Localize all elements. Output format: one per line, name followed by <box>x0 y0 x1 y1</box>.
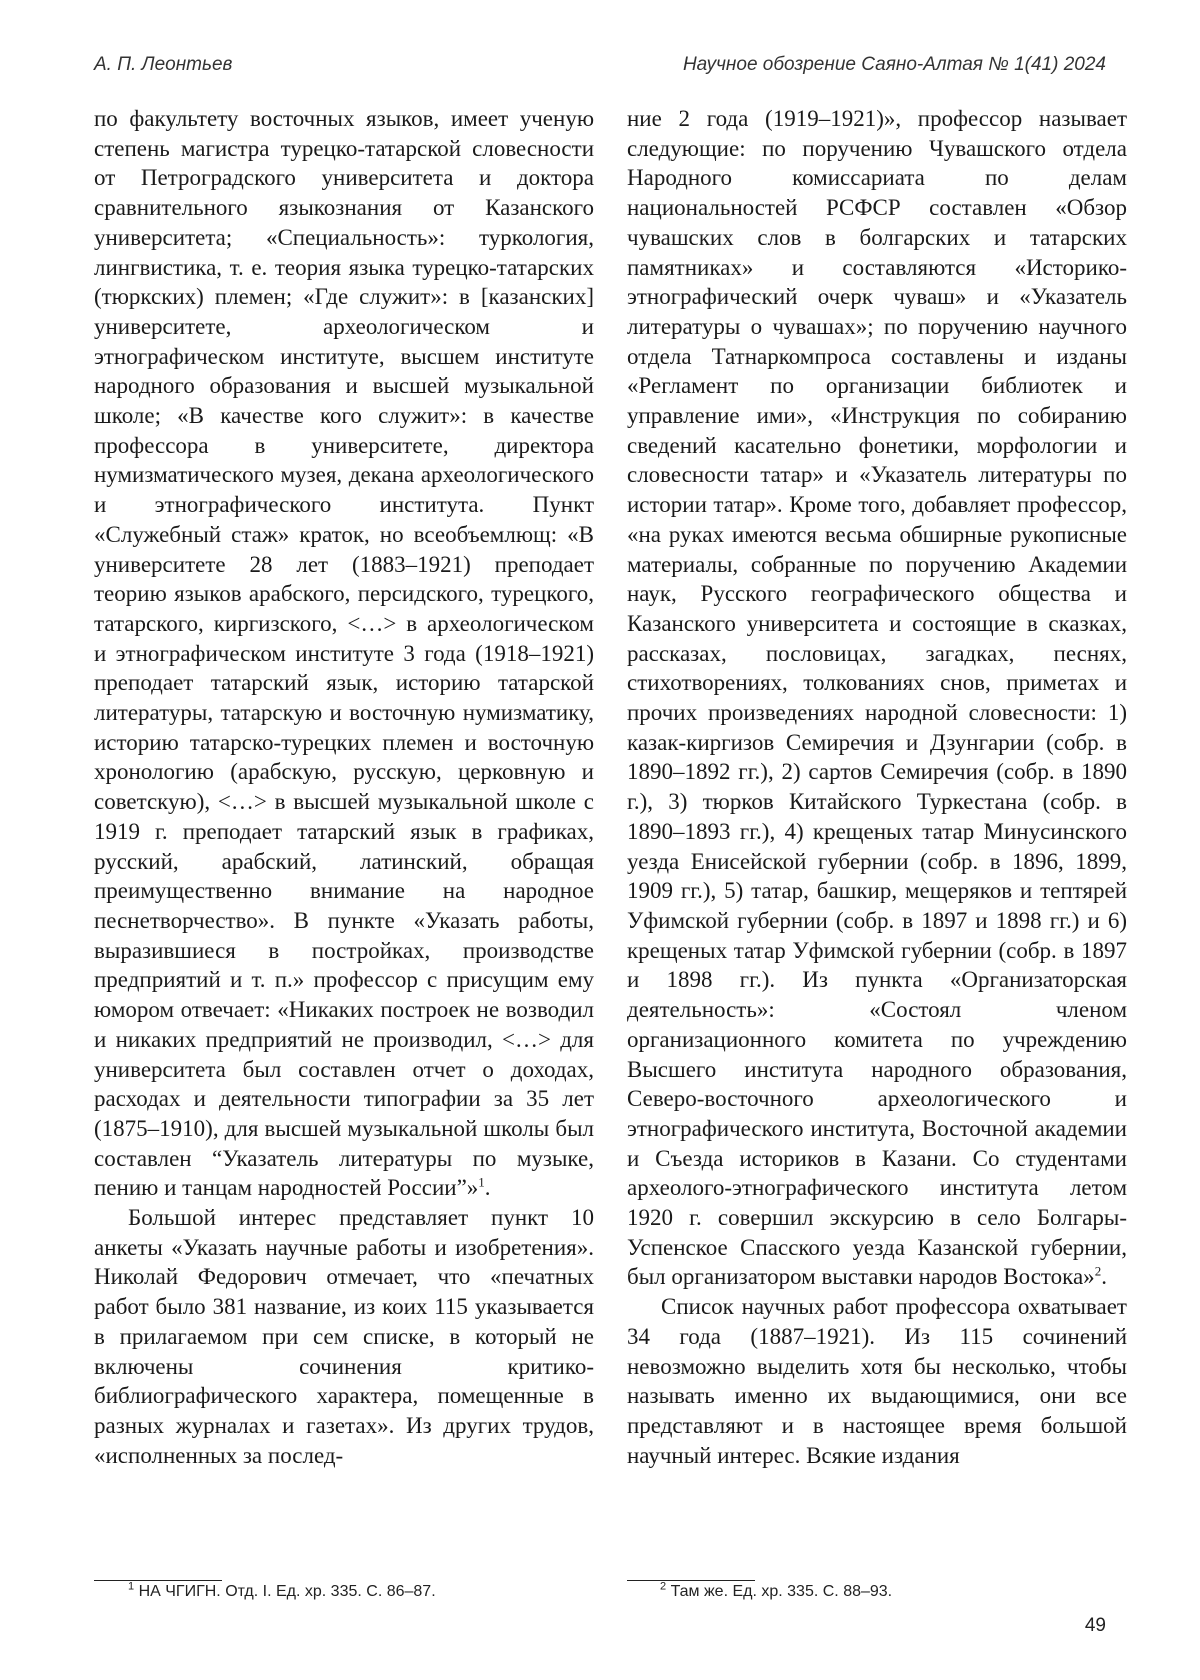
footnote-divider-left <box>94 1580 222 1581</box>
footnote-1 <box>128 1580 436 1601</box>
left-column <box>94 104 594 1470</box>
right-paragraph-1-text: ние 2 года (1919–1921)», профессор называет следующие: по поручению Чувашского отдела Народного комиссариата по делам национальностей РСФСР составлен «Обзор чувашских слов в болгарских и татарских памятниках» и составляются «Историко-этнографический очерк чуваш» и «Указатель литературы о чувашах»; по поручению научного отдела Татнаркомпроса составлены и изданы «Регламент по организации библиотек и управление ими», «Инструкция по собиранию сведений касательно фонетики, морфологии и словесности татар» и «Указатель литературы по истории татар». Кроме того, добавляет профессор, «на руках имеются весьма обширные рукописные материалы, собранные по поручению Академии наук, Русского географического общества и Казанского университета и состоящие в сказках, рассказах, пословицах, загадках, песнях, стихотворениях, толкованиях снов, приметах и прочих произведениях народной словесности: 1) казак-киргизов Семиречия и Дзунгарии (собр. в 1890–1892 гг.), 2) сартов Семиречия (собр. в 1890 г.), 3) тюрков Китайского Туркестана (собр. в 1890–1893 гг.), 4) крещеных татар Минусинского уезда Енисейской губернии (собр. в 1896, 1899, 1909 гг.), 5) татар, башкир, мещеряков и тептярей Уфимской губернии (собр. в 1897 и 1898 гг.) и 6) крещеных татар Уфимской губернии (собр. в 1897 и 1898 гг.). Из пункта «Организаторская деятельность»: «Состоял членом организационного комитета по учреждению Высшего института народного образования, Северо-восточного археологического и этнографического института, Восточной академии и Съезда историков в Казани. Со студентами археолого-этнографического института летом 1920 г. совершил экскурсию в село Болгары-Успенское Спасского уезда Казанской губернии, был организатором выставки народов Востока» <box>627 106 1127 1290</box>
right-column <box>627 104 1127 1470</box>
footnote-2-mark: 2 <box>660 1580 667 1593</box>
footnote-1-mark: 1 <box>128 1580 135 1593</box>
footnote-divider-right <box>627 1580 755 1581</box>
right-paragraph-1: ние 2 года (1919–1921)», профессор называет следующие: по поручению Чувашского отдела Народного комиссариата по делам национальностей РСФСР составлен «Обзор чувашских слов в болгарских и татарских памятниках» и составляются «Историко-этнографический очерк чуваш» и «Указатель литературы о чувашах»; по поручению научного отдела Татнаркомпроса составлены и изданы «Регламент по организации библиотек и управление ими», «Инструкция по собиранию сведений касательно фонетики, морфологии и словесности татар» и «Указатель литературы по истории татар». Кроме того, добавляет профессор, «на руках имеются весьма обширные рукописные материалы, собранные по поручению Академии наук, Русского географического общества и Казанского университета и состоящие в сказках, рассказах, пословицах, загадках, песнях, стихотворениях, толкованиях снов, приметах и прочих произведениях народной словесности: 1) казак-киргизов Семиречия и Дзунгарии (собр. в 1890–1892 гг.), 2) сартов Семиречия (собр. в 1890 г.), 3) тюрков Китайского Туркестана (собр. в 1890–1893 гг.), 4) крещеных татар Минусинского уезда Енисейской губернии (собр. в 1896, 1899, 1909 гг.), 5) татар, башкир, мещеряков и тептярей Уфимской губернии (собр. в 1897 и 1898 гг.) и 6) крещеных татар Уфимской губернии (собр. в 1897 и 1898 гг.). Из пункта «Организаторская деятельность»: «Состоял членом организационного комитета по учреждению Высшего института народного образования, Северо-восточного археологического и этнографического института, Восточной академии и Съезда историков в Казани. Со студентами археолого-этнографического института летом 1920 г. совершил экскурсию в село Болгары-Успенское Спасского уезда Казанской губернии, был организатором выставки народов Востока»$^2$. <box>627 106 1127 1290</box>
footnote-ref-2: 2 <box>1094 1263 1102 1279</box>
right-paragraph-2: Список научных работ профессора охватывает 34 года (1887–1921). Из 115 сочинений невозможно выделить хотя бы несколько, чтобы называть именно их выдающимися, они все представляют и в настоящее время большой научный интерес. Всякие издания <box>627 1294 1127 1468</box>
footnote-2-text: Там же. Ед. хр. 335. С. 88–93. <box>670 1583 893 1600</box>
page-number: 49 <box>1084 1615 1106 1636</box>
header-author: А. П. Леонтьев <box>94 54 233 75</box>
footnote-1-text: НА ЧГИГН. Отд. I. Ед. хр. 335. С. 86–87. <box>138 1583 436 1600</box>
left-paragraph-1-text: по факультету восточных языков, имеет ученую степень магистра турецко-татарской словесности от Петроградского университета и доктора сравнительного языкознания от Казанского университета; «Специальность»: туркология, лингвистика, т. е. теория языка турецко-татарских (тюркских) племен; «Где служит»: в [казанских] университете, археологическом и этнографическом институте, высшем институте народного образования и высшей музыкальной школе; «В качестве кого служит»: в качестве профессора в университете, директора нумизматического музея, декана археологического и этнографического института. Пункт «Служебный стаж» краток, но всеобъемлющ: «В университете 28 лет (1883–1921) преподает теорию языков арабского, персидского, турецкого, татарского, киргизского, <…> в археологическом и этнографическом институте 3 года (1918–1921) преподает татарский язык, историю татарской литературы, татарскую и восточную нумизматику, историю татарско-турецких племен и восточную хронологию (арабскую, русскую, церковную и советскую), <…> в высшей музыкальной школе с 1919 г. преподает татарский язык в графиках, русский, арабский, латинский, обращая преимущественно внимание на народное песнетворчество». В пункте «Указать работы, выразившиеся в постройках, производстве предприятий и т. п.» профессор с присущим ему юмором отвечает: «Никаких построек не возводил и никаких предприятий не производил, <…> для университета был составлен отчет о доходах, расходах и деятельности типографии за 35 лет (1875–1910), для высшей музыкальной школы был составлен “Указатель литературы по музыке, пению и танцам народностей России”» <box>94 106 594 1201</box>
footnote-ref-1: 1 <box>478 1174 485 1190</box>
left-paragraph-2: Большой интерес представляет пункт 10 анкеты «Указать научные работы и изобретения». Николай Федорович отмечает, что «печатных работ было 381 название, из коих 115 указывается в прилагаемом при сем списке, в который не включены сочинения критико-библиографического характера, помещенные в разных журналах и газетах». Из других трудов, «исполненных за послед- <box>94 1205 594 1468</box>
header-journal-title: Научное обозрение Саяно-Алтая № 1(41) 2024 <box>682 54 1106 75</box>
footnote-2 <box>660 1580 893 1601</box>
left-paragraph-1: по факультету восточных языков, имеет ученую степень магистра турецко-татарской словесности от Петроградского университета и доктора сравнительного языкознания от Казанского университета; «Специальность»: туркология, лингвистика, т. е. теория языка турецко-татарских (тюркских) племен; «Где служит»: в [казанских] университете, археологическом и этнографическом институте, высшем институте народного образования и высшей музыкальной школе; «В качестве кого служит»: в качестве профессора в университете, директора нумизматического музея, декана археологического и этнографического института. Пункт «Служебный стаж» краток, но всеобъемлющ: «В университете 28 лет (1883–1921) преподает теорию языков арабского, персидского, турецкого, татарского, киргизского, <…> в археологическом и этнографическом институте 3 года (1918–1921) преподает татарский язык, историю татарской литературы, татарскую и восточную нумизматику, историю татарско-турецких племен и восточную хронологию (арабскую, русскую, церковную и советскую), <…> в высшей музыкальной школе с 1919 г. преподает татарский язык в графиках, русский, арабский, латинский, обращая преимущественно внимание на народное песнетворчество». В пункте «Указать работы, выразившиеся в постройках, производстве предприятий и т. п.» профессор с присущим ему юмором отвечает: «Никаких построек не возводил и никаких предприятий не производил, <…> для университета был составлен отчет о доходах, расходах и деятельности типографии за 35 лет (1875–1910), для высшей музыкальной школы был составлен “Указатель литературы по музыке, пению и танцам народностей России”»$^1$. <box>94 106 594 1201</box>
